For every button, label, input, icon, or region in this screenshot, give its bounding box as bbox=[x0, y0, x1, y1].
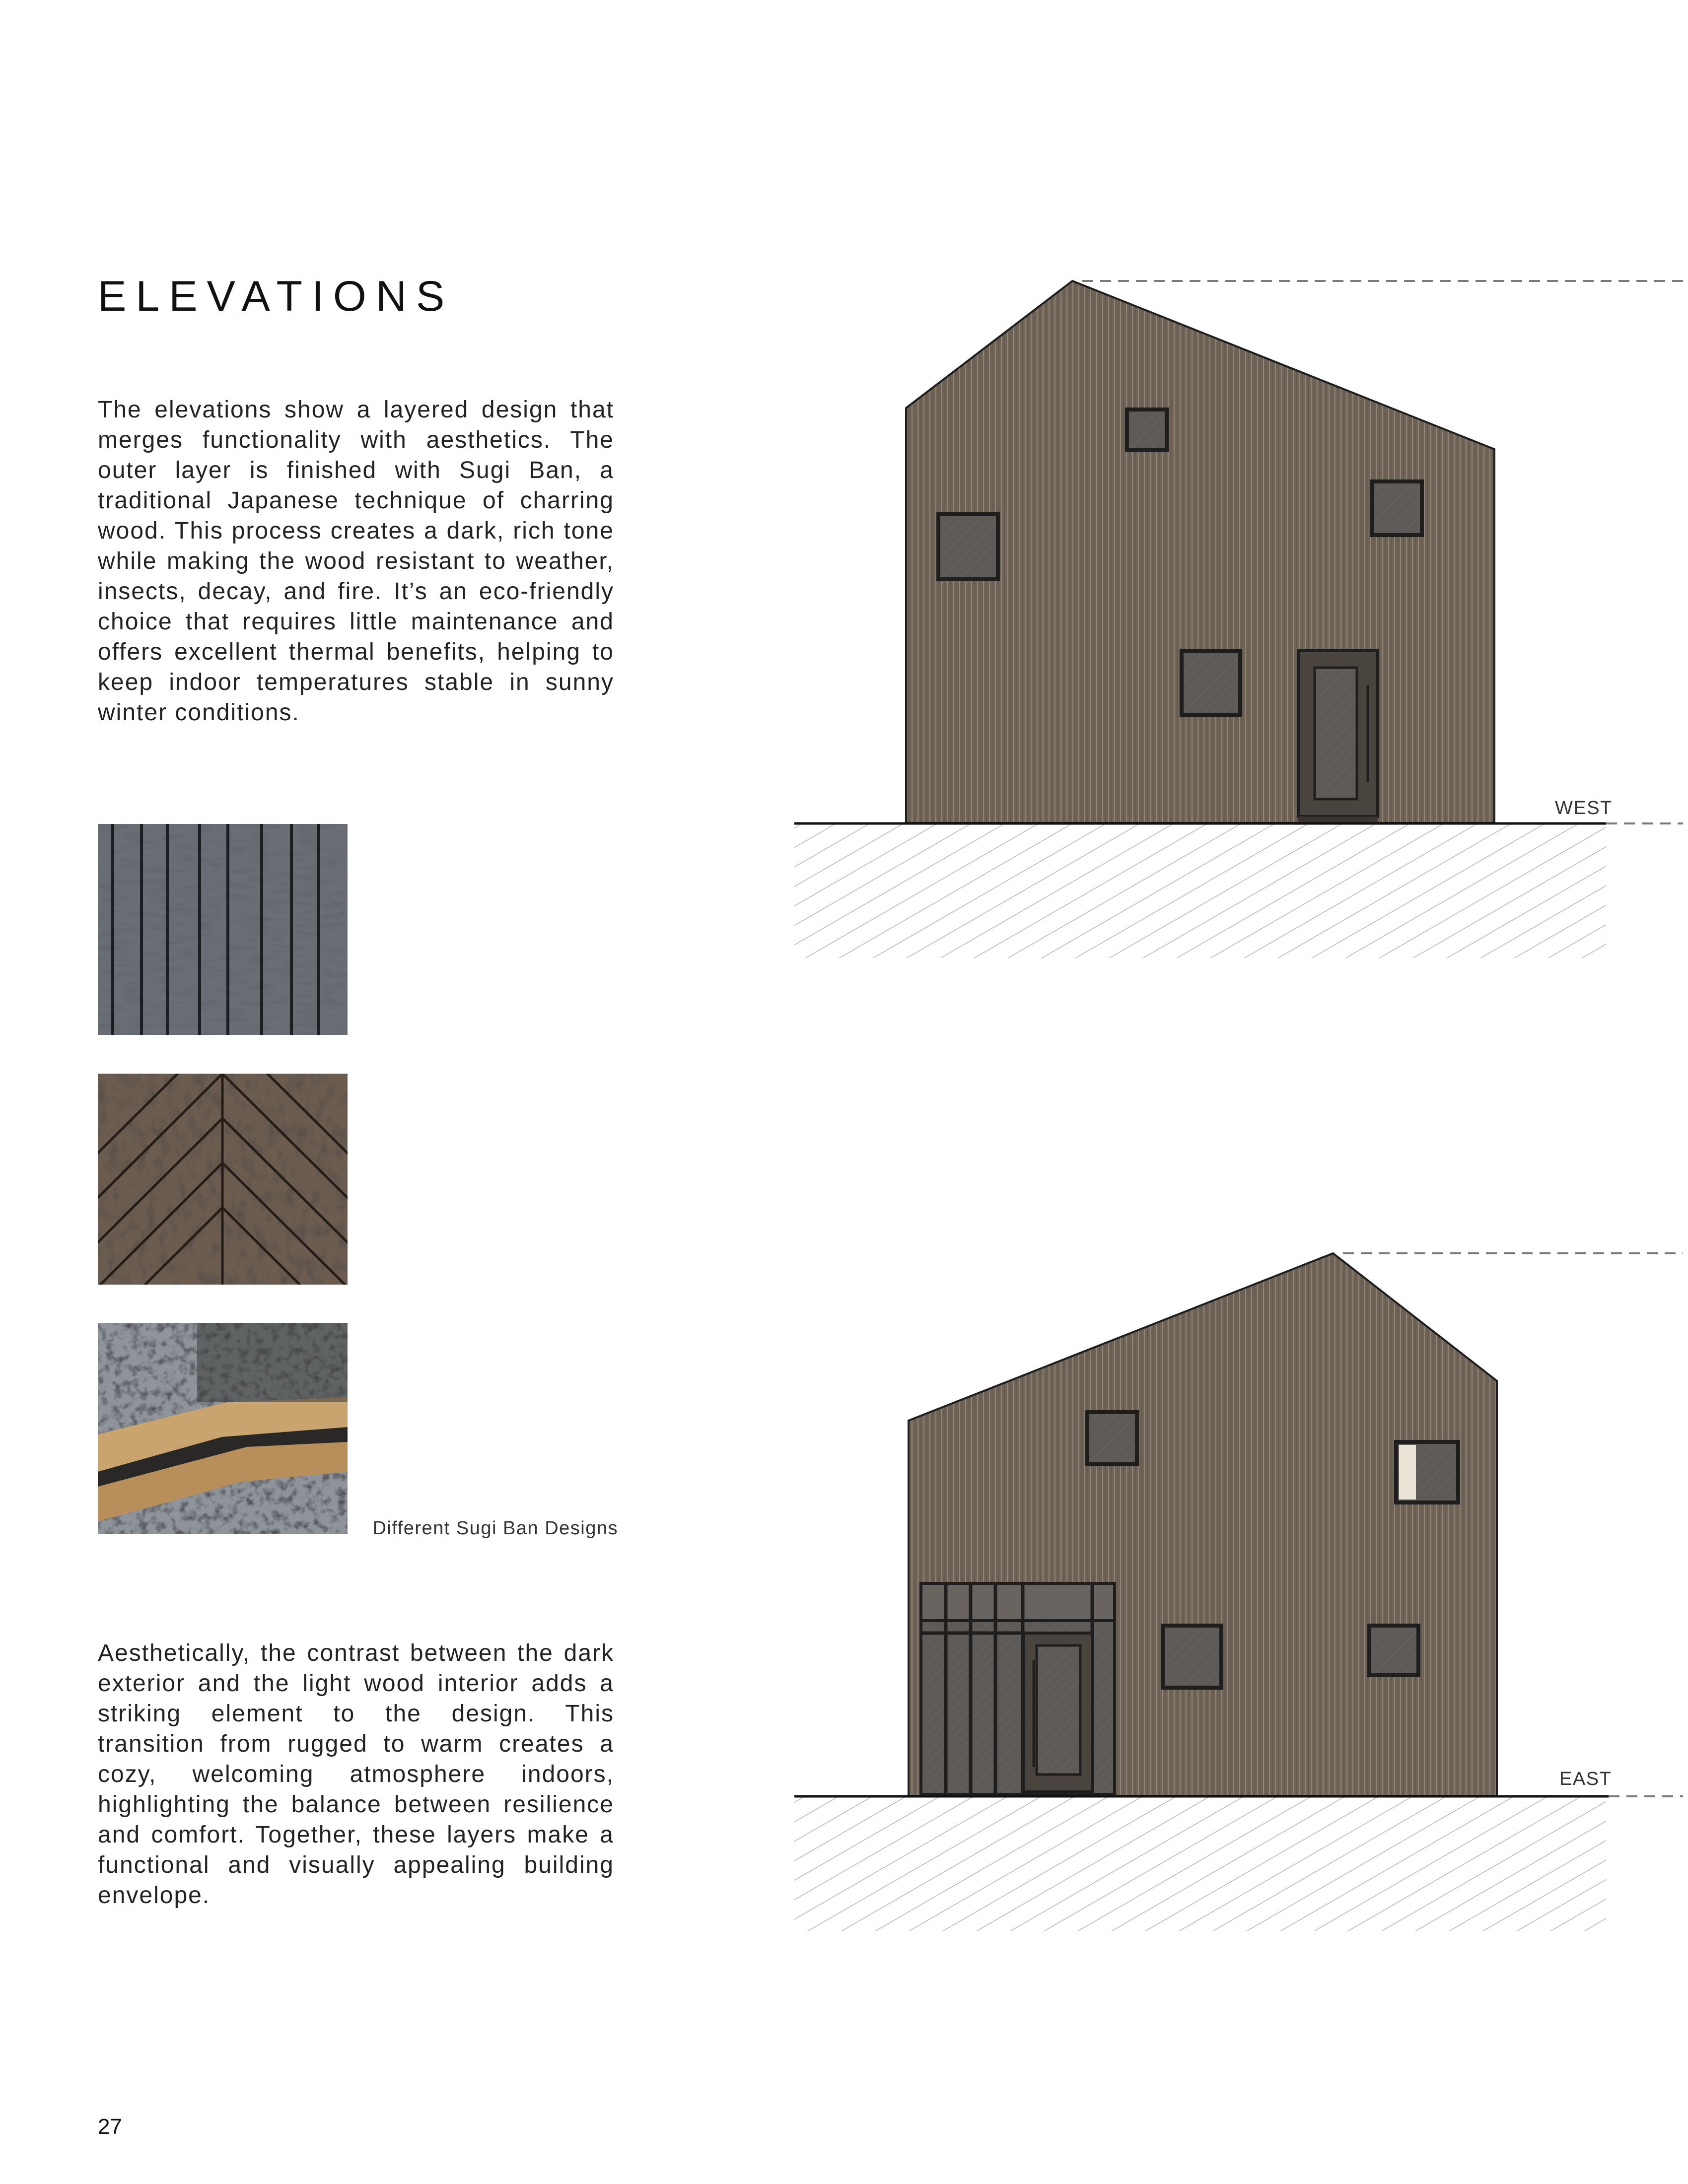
east-elevation-label: EAST bbox=[1559, 1769, 1612, 1789]
swatch-caption: Different Sugi Ban Designs bbox=[372, 1518, 618, 1539]
west-elevation-label: WEST bbox=[1555, 798, 1613, 819]
page-number: 27 bbox=[98, 2115, 122, 2139]
east-elevation bbox=[794, 1253, 1683, 1931]
glazed-entry bbox=[921, 1583, 1115, 1794]
west-elevation bbox=[794, 281, 1683, 958]
aesthetics-paragraph: Aesthetically, the contrast between the dark exterior and the light wood interior adds a striking element to the design. This transition from rugged to warm creates a cozy, welcoming atmosphere indoors, highlighting the balance between resilience and comfort. Together, these layers make a functional and visually appealing building envelope. bbox=[98, 1640, 614, 1909]
page-title: ELEVATIONS bbox=[98, 273, 454, 320]
intro-paragraph: The elevations show a layered design that merges functionality with aesthetics. The outer layer is finished with Sugi Ban, a traditional Japanese technique of charring wood. This process creates a dark, rich tone while making the wood resistant to weather, insects, decay, and fire. It’s an eco-friendly choice that requires little maintenance and offers excellent thermal benefits, helping to keep indoor temperatures stable in sunny winter conditions. bbox=[98, 397, 614, 726]
